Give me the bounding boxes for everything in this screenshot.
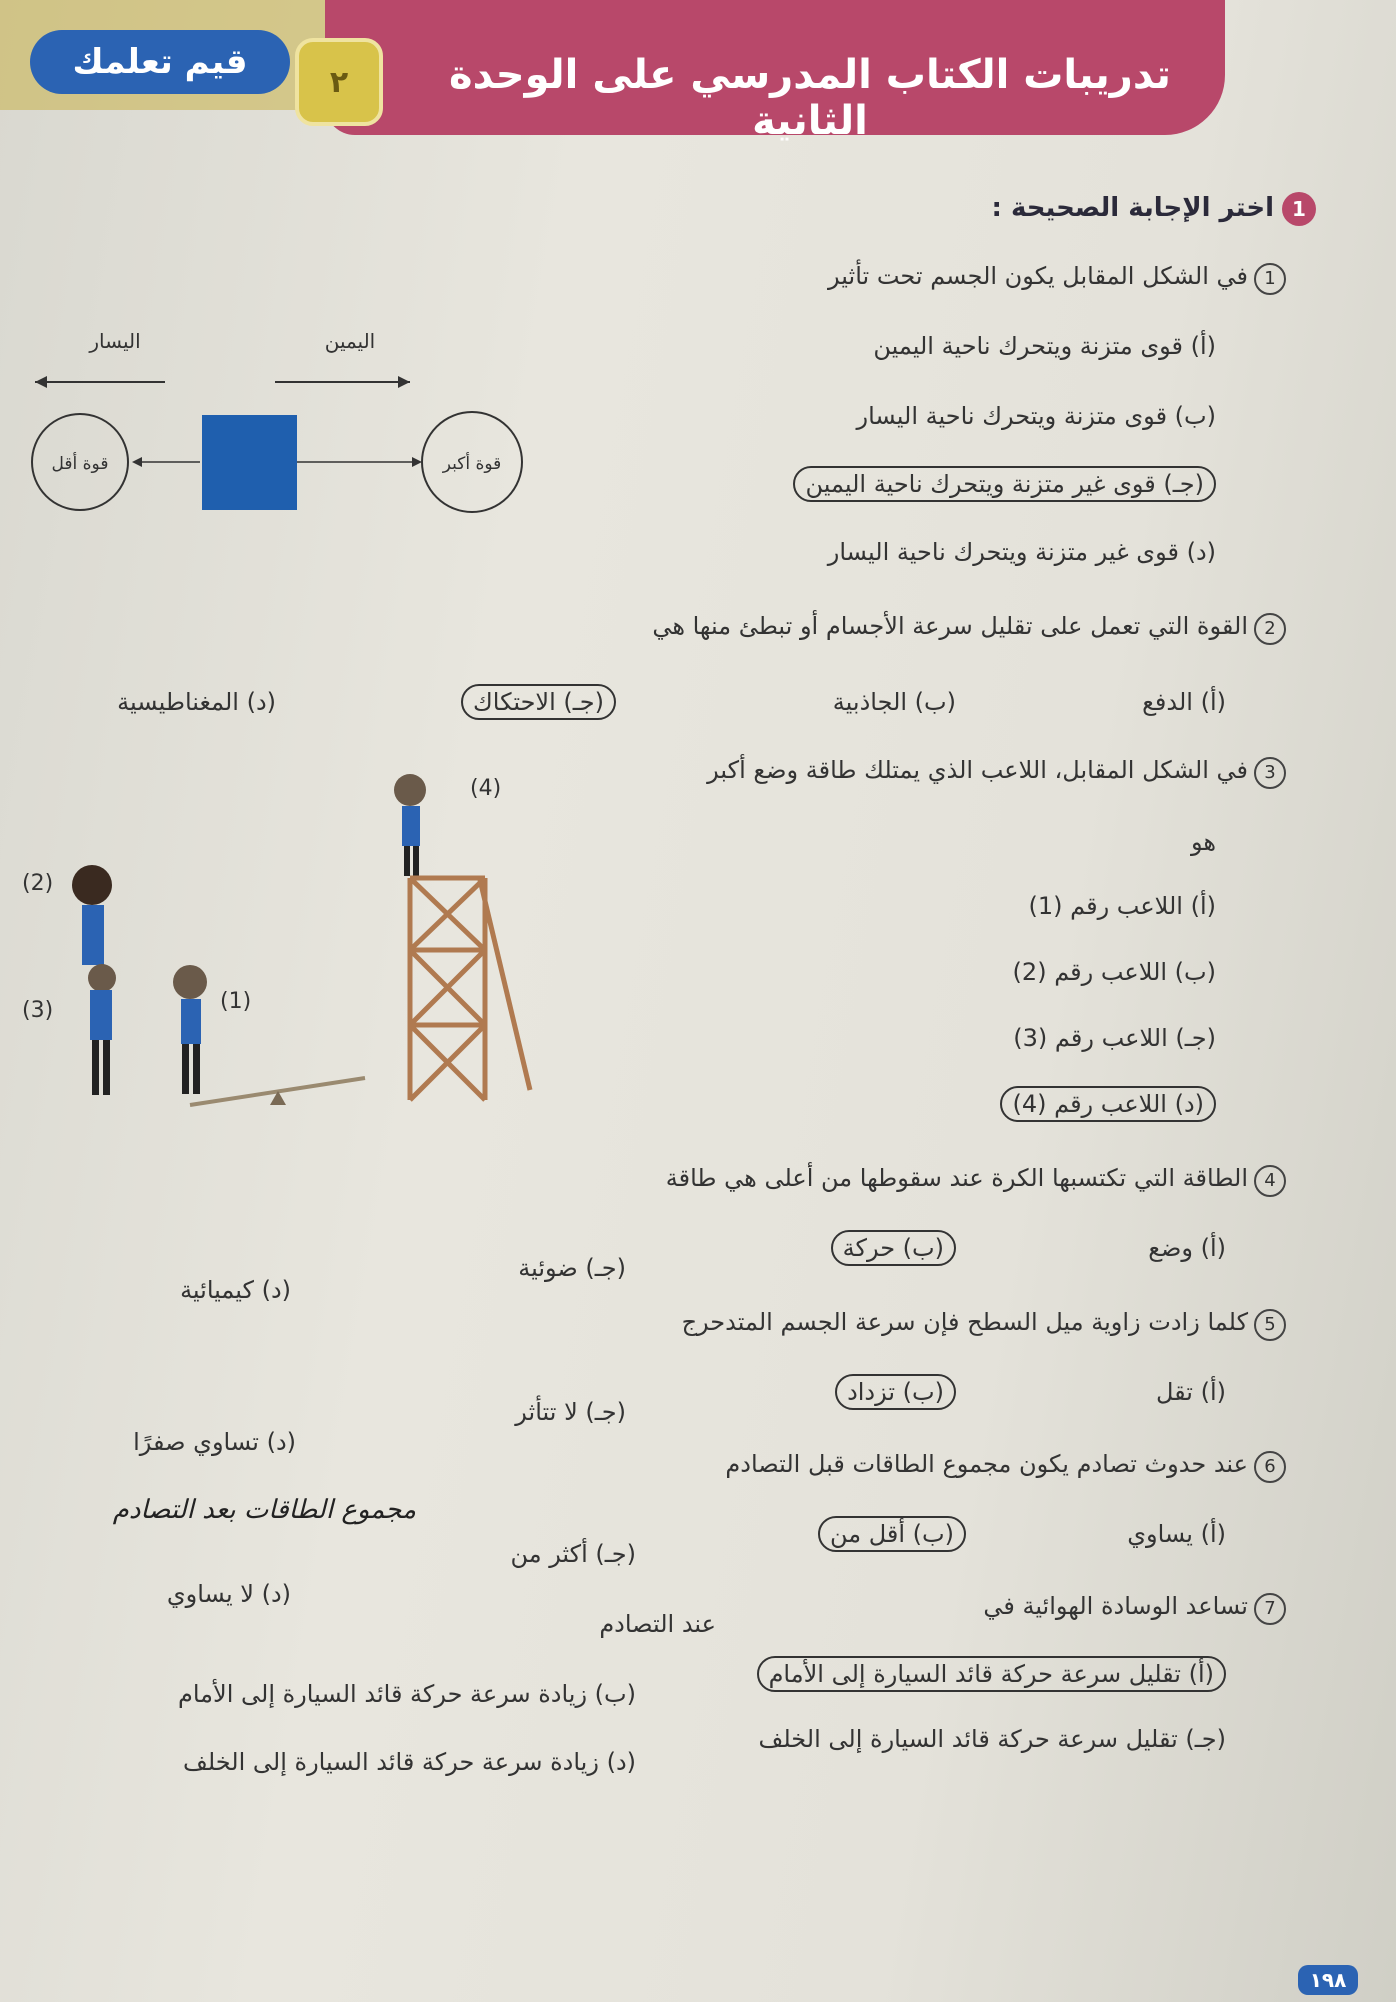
player-3 [88,964,116,1095]
player-1 [173,965,207,1094]
q1-option-b[interactable]: (ب) قوى متزنة ويتحرك ناحية اليسار [856,402,1216,430]
page-number: ١٩٨ [1298,1965,1358,1995]
q6-option-d[interactable]: (د) لا يساوي [166,1580,291,1608]
q2-option-d[interactable]: (د) المغناطيسية [117,688,276,716]
selected-answer-circle: (د) اللاعب رقم (4) [1000,1086,1216,1122]
q5-option-d[interactable]: (د) تساوي صفرًا [133,1428,296,1456]
q3-option-a[interactable]: (أ) اللاعب رقم (1) [1028,892,1216,920]
section-heading-text: اختر الإجابة الصحيحة : [991,193,1274,223]
question-text: الطاقة التي تكتسبها الكرة عند سقوطها من أعلى هي طاقة [665,1164,1248,1192]
selected-answer-circle: (جـ) الاحتكاك [461,684,616,720]
selected-answer-circle: (جـ) قوى غير متزنة ويتحرك ناحية اليمين [793,466,1216,502]
unit-badge: ٢ [295,38,383,126]
question-number: 5 [1254,1309,1286,1341]
question-text: القوة التي تعمل على تقليل سرعة الأجسام أو تبطئ منها هي [652,612,1248,640]
question-number: 7 [1254,1593,1286,1625]
question-3-continued: هو [1190,828,1216,856]
q5-option-a[interactable]: (أ) تقل [1155,1378,1226,1406]
q2-option-c[interactable] [461,688,616,716]
question-3 [707,756,1286,789]
q7-option-d[interactable]: (د) زيادة سرعة حركة قائد السيارة إلى الخلف [183,1748,636,1776]
q7-option-b[interactable]: (ب) زيادة سرعة حركة قائد السيارة إلى الأمام [177,1680,636,1708]
player-4-label: (4) [470,776,502,801]
q3-option-c[interactable]: (جـ) اللاعب رقم (3) [1013,1024,1216,1052]
player-3-label: (3) [22,998,54,1023]
brand-logo: قيم تعلمك [30,30,290,94]
section-heading [992,192,1316,226]
question-text: في الشكل المقابل، اللاعب الذي يمتلك طاقة وضع أكبر [707,756,1248,784]
question-7 [983,1592,1286,1625]
question-1 [828,262,1286,295]
q4-option-b[interactable] [831,1234,956,1262]
question-text: في الشكل المقابل يكون الجسم تحت تأثير [828,262,1248,290]
question-6 [725,1450,1286,1483]
q3-option-d[interactable] [1000,1090,1216,1118]
big-force-label: قوة أكبر [442,454,502,474]
small-force-arrowhead [132,457,142,467]
player-1-label: (1) [220,989,252,1014]
q2-option-b[interactable]: (ب) الجاذبية [832,688,956,716]
question-text: كلما زادت زاوية ميل السطح فإن سرعة الجسم المتدحرج [681,1308,1248,1336]
question-number: 6 [1254,1451,1286,1483]
section-number: 1 [1282,192,1316,226]
q6-option-a[interactable]: (أ) يساوي [1127,1520,1226,1548]
question-6-completion: مجموع الطاقات بعد التصادم [112,1495,416,1525]
players-figure [10,760,550,1130]
moving-block [202,415,297,510]
question-number: 2 [1254,613,1286,645]
small-force-label: قوة أقل [51,454,109,474]
q5-option-c[interactable]: (جـ) لا تتأثر [515,1398,626,1426]
forces-diagram [20,320,540,520]
selected-answer-circle: (ب) أقل من [818,1516,966,1552]
question-number: 4 [1254,1165,1286,1197]
q6-option-c[interactable]: (جـ) أكثر من [510,1540,636,1568]
question-2 [652,612,1286,645]
question-number: 3 [1254,757,1286,789]
q1-option-a[interactable]: (أ) قوى متزنة ويتحرك ناحية اليمين [873,332,1216,360]
q1-option-d[interactable]: (د) قوى غير متزنة ويتحرك ناحية اليسار [827,538,1216,566]
q4-option-d[interactable]: (د) كيميائية [180,1276,291,1304]
right-arrowhead [398,376,410,388]
big-force-arrowhead [412,457,422,467]
q4-option-a[interactable]: (أ) وضع [1148,1234,1226,1262]
q3-option-b[interactable]: (ب) اللاعب رقم (2) [1012,958,1216,986]
question-text: تساعد الوسادة الهوائية في [983,1592,1248,1620]
page-title: تدريبات الكتاب المدرسي على الوحدة الثانية [449,52,1171,144]
tower [410,878,530,1100]
player-2-label: (2) [22,871,54,896]
q4-option-c[interactable]: (جـ) ضوئية [518,1254,626,1282]
left-direction-label: اليسار [89,329,141,353]
player-4 [394,774,426,876]
selected-answer-circle: (أ) تقليل سرعة حركة قائد السيارة إلى الأمام [757,1656,1226,1692]
question-7-completion: عند التصادم [599,1610,716,1638]
q1-option-c[interactable] [793,470,1216,498]
question-4 [666,1164,1286,1197]
right-direction-label: اليمين [324,329,376,353]
question-5 [682,1308,1286,1341]
q7-option-c[interactable]: (جـ) تقليل سرعة حركة قائد السيارة إلى الخلف [758,1725,1226,1753]
question-text: عند حدوث تصادم يكون مجموع الطاقات قبل التصادم [725,1450,1248,1478]
q6-option-b[interactable] [818,1520,966,1548]
q7-option-a[interactable] [757,1660,1226,1688]
left-arrowhead [35,376,47,388]
selected-answer-circle: (ب) تزداد [835,1374,956,1410]
player-2 [72,865,112,965]
question-number: 1 [1254,263,1286,295]
q2-option-a[interactable]: (أ) الدفع [1142,688,1226,716]
q5-option-b[interactable] [835,1378,956,1406]
selected-answer-circle: (ب) حركة [831,1230,956,1266]
